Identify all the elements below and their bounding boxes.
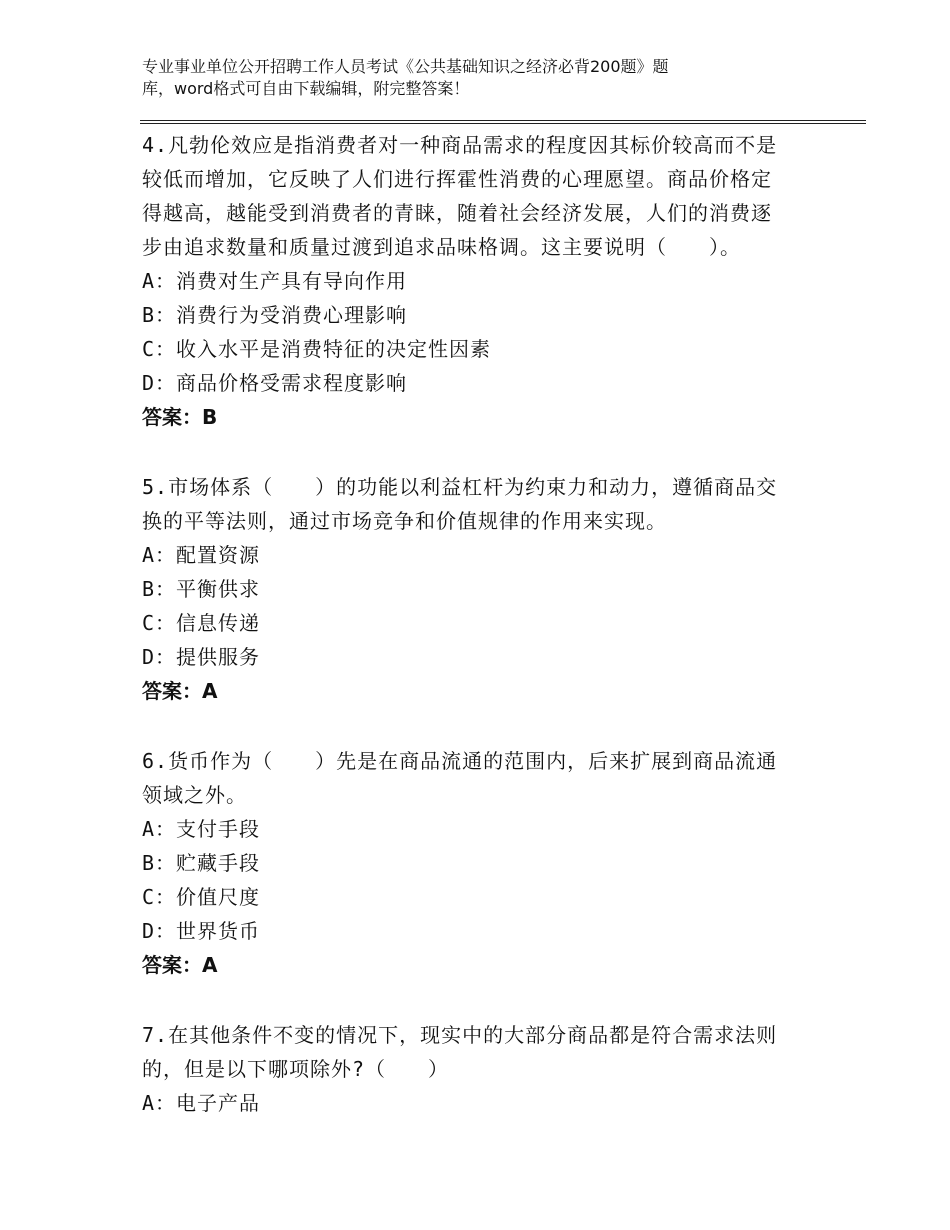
- option-c: C：信息传递: [142, 611, 261, 635]
- question-stem-line: 6.货币作为（ ）先是在商品流通的范围内，后来扩展到商品流通: [142, 749, 778, 773]
- question-7: [142, 1018, 802, 1120]
- header-line-2: 库，word格式可自由下载编辑，附完整答案！: [142, 79, 470, 98]
- header-divider: [140, 120, 866, 124]
- option-a: A：电子产品: [142, 1091, 261, 1115]
- option-d: D：世界货币: [142, 919, 261, 943]
- question-6: [142, 744, 802, 982]
- option-b: B：平衡供求: [142, 577, 261, 601]
- header-line-1: 专业事业单位公开招聘工作人员考试《公共基础知识之经济必背200题》题: [142, 57, 669, 76]
- option-d: D：商品价格受需求程度影响: [142, 371, 408, 395]
- question-stem-line: 7.在其他条件不变的情况下，现实中的大部分商品都是符合需求法则: [142, 1023, 778, 1047]
- question-5: [142, 470, 802, 708]
- question-stem-line: 较低而增加，它反映了人们进行挥霍性消费的心理愿望。商品价格定: [142, 167, 772, 191]
- answer-label: 答案：B: [142, 405, 218, 429]
- question-stem-line: 4.凡勃伦效应是指消费者对一种商品需求的程度因其标价较高而不是: [142, 133, 778, 157]
- question-4: [142, 128, 802, 434]
- option-a: A：消费对生产具有导向作用: [142, 269, 408, 293]
- option-c: C：收入水平是消费特征的决定性因素: [142, 337, 492, 361]
- option-b: B：消费行为受消费心理影响: [142, 303, 408, 327]
- document-header: [142, 56, 782, 100]
- option-a: A：支付手段: [142, 817, 261, 841]
- answer-label: 答案：A: [142, 679, 218, 703]
- question-stem-line: 的，但是以下哪项除外?（ ）: [142, 1057, 450, 1081]
- answer-label: 答案：A: [142, 953, 218, 977]
- option-a: A：配置资源: [142, 543, 261, 567]
- option-d: D：提供服务: [142, 645, 261, 669]
- question-stem-line: 领域之外。: [142, 783, 247, 807]
- question-stem-line: 得越高，越能受到消费者的青睐，随着社会经济发展，人们的消费逐: [142, 201, 772, 225]
- question-list: [142, 128, 802, 1156]
- option-b: B：贮藏手段: [142, 851, 261, 875]
- question-stem-line: 换的平等法则，通过市场竞争和价值规律的作用来实现。: [142, 509, 667, 533]
- question-stem-line: 步由追求数量和质量过渡到追求品味格调。这主要说明（ ）。: [142, 235, 741, 259]
- question-stem-line: 5.市场体系（ ）的功能以利益杠杆为约束力和动力，遵循商品交: [142, 475, 778, 499]
- option-c: C：价值尺度: [142, 885, 261, 909]
